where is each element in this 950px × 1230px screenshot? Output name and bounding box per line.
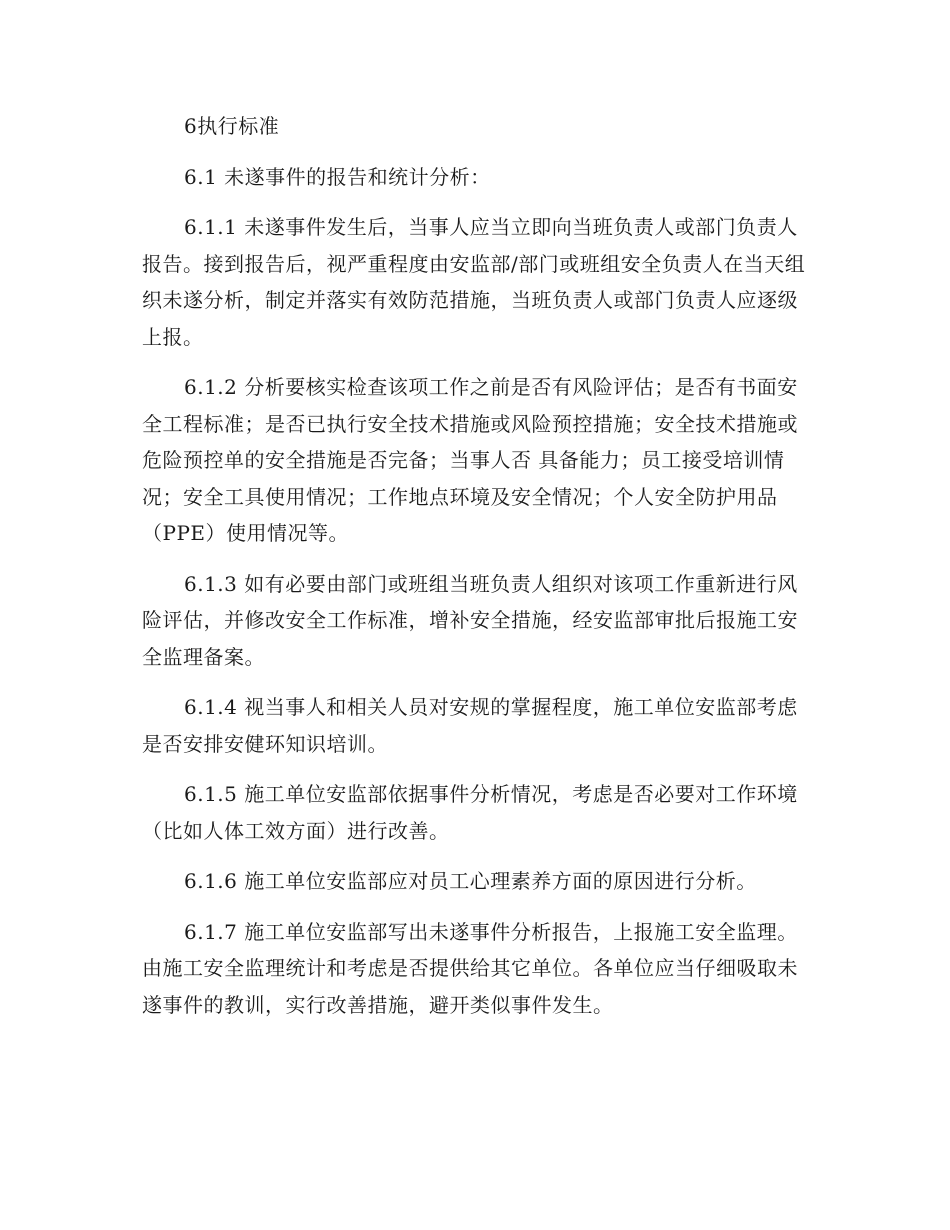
paragraph-6-1-3: 6.1.3 如有必要由部门或班组当班负责人组织对该项工作重新进行风险评估，并修改安全工作标准，增补安全措施，经安监部审批后报施工安全监理备案。 bbox=[142, 571, 798, 669]
paragraph-6-1-7: 6.1.7 施工单位安监部写出未遂事件分析报告，上报施工安全监理。由施工安全监理统计和考虑是否提供给其它单位。各单位应当仔细吸取未遂事件的教训，实行改善措施，避开类似事件发生。 bbox=[142, 919, 798, 1017]
paragraph-6-1-2: 6.1.2 分析要核实检查该项工作之前是否有风险评估；是否有书面安全工程标准；是否已执行安全技术措施或风险预控措施；安全技术措施或危险预控单的安全措施是否完备；当事人否 具备能力；员工接受培训情况；安全工具使用情况；工作地点环境及安全情况；个人安全防护用品（PPE）使用情况等。 bbox=[142, 375, 798, 545]
paragraph-6-1-5: 6.1.5 施工单位安监部依据事件分析情况，考虑是否必要对工作环境（比如人体工效方面）进行改善。 bbox=[142, 782, 798, 843]
paragraph-6-1-1: 6.1.1 未遂事件发生后，当事人应当立即向当班负责人或部门负责人报告。接到报告后，视严重程度由安监部/部门或班组安全负责人在当天组织未遂分析，制定并落实有效防范措施，当班负责人或部门负责人应逐级上报。 bbox=[142, 215, 806, 349]
subsection-title: 6.1 未遂事件的报告和统计分析： bbox=[184, 164, 491, 189]
section-title: 6执行标准 bbox=[184, 114, 280, 138]
paragraph-6-1-4: 6.1.4 视当事人和相关人员对安规的掌握程度，施工单位安监部考虑是否安排安健环知识培训。 bbox=[142, 695, 798, 756]
paragraph-6-1-6: 6.1.6 施工单位安监部应对员工心理素养方面的原因进行分析。 bbox=[184, 869, 757, 893]
document-body bbox=[142, 108, 810, 1023]
